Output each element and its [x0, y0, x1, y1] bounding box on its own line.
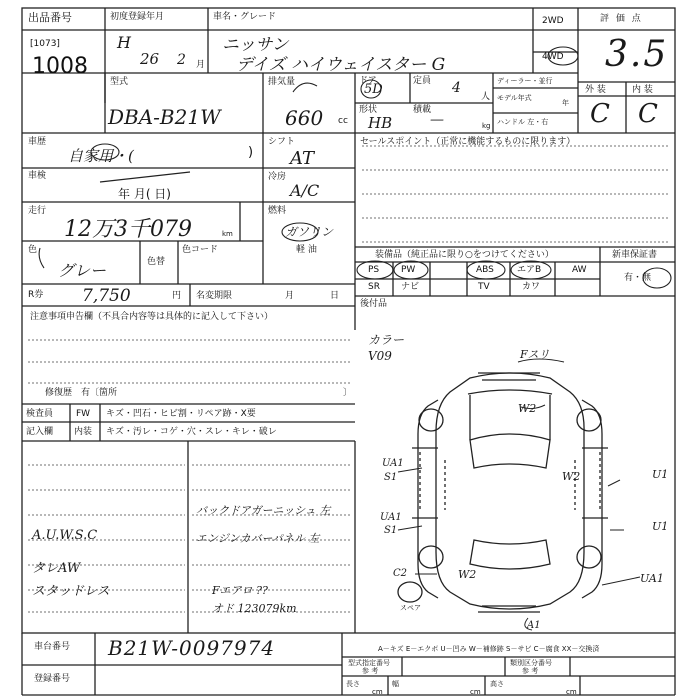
sales-point-label: セールスポイント（正常に機能するものに限ります） — [360, 137, 576, 147]
equip-airbag: エアB — [517, 265, 542, 275]
chassis-value: B21W-0097974 — [108, 636, 276, 660]
handle-label: ハンドル 左・右 — [497, 118, 549, 126]
repair-history: 修復歴 有〔箇所 — [45, 388, 118, 398]
note-line-2: タレAW — [32, 561, 81, 576]
r-ken-value: 7,750 — [82, 286, 131, 306]
capacity-value: 4 — [452, 80, 461, 96]
inspector-label-2: 記入欄 — [26, 427, 54, 437]
doors-value: 5D — [364, 82, 383, 97]
equipment-label: 装備品（純正品に限り○をつけてください） — [375, 250, 554, 260]
km-unit: km — [222, 230, 233, 238]
load-value: — — [430, 112, 444, 128]
interior-label: 内 装 — [632, 85, 653, 95]
fuel-label: 燃料 — [268, 206, 287, 216]
interior-row-label: 内装 — [74, 427, 93, 437]
r-ken-label: R券 — [28, 290, 44, 300]
damage-label-9: C2 — [393, 568, 408, 579]
equip-aw: AW — [572, 265, 587, 275]
class-designation-sub: 参 考 — [522, 667, 539, 675]
height-label: 高さ — [490, 680, 504, 688]
length-cm: cm — [372, 688, 383, 696]
spare-label: スペア — [400, 604, 421, 612]
height-cm: cm — [566, 688, 577, 696]
equip-ps: PS — [368, 265, 380, 275]
type-designation-label: 型式指定番号 — [348, 659, 390, 667]
interior-items: キズ・汚レ・コゲ・穴・スレ・キレ・破レ — [106, 427, 277, 437]
shaken-label: 車検 — [28, 171, 47, 181]
equip-abs: ABS — [476, 265, 494, 275]
exterior-grade: C — [590, 99, 610, 129]
capacity-label: 定員 — [413, 76, 432, 86]
dealer-label: ディーラー・並行 — [497, 77, 553, 85]
chassis-label: 車台番号 — [34, 642, 71, 652]
width-cm: cm — [470, 688, 481, 696]
damage-label-1: W2 — [518, 402, 537, 415]
doors-label: ドア — [359, 76, 377, 86]
roof-note: Fスリ — [520, 348, 550, 361]
month-unit: 月 — [196, 60, 206, 70]
note-right-1: バックドアガーニッシュ 左 — [196, 504, 331, 517]
class-designation-label: 類別区分番号 — [510, 659, 552, 667]
paint-label: 色替 — [147, 257, 166, 267]
equip-leather: カワ — [522, 282, 541, 292]
note-right-4: オド 123079km — [212, 602, 297, 615]
mileage-label: 走行 — [28, 206, 47, 216]
mileage-value: 12万3千079 — [64, 217, 192, 242]
history-label: 車歴 — [28, 137, 47, 147]
fw-items: キズ・凹石・ヒビ割・リペア跡・X要 — [106, 409, 256, 419]
model-value: DBA-B21W — [108, 105, 221, 129]
score-label: 評 価 点 — [600, 14, 643, 24]
first-reg-label: 初度登録年月 — [110, 12, 165, 22]
type-designation-sub: 参 考 — [362, 667, 379, 675]
interior-grade: C — [638, 99, 658, 129]
fw-label: FW — [76, 409, 91, 419]
color-value: グレー — [58, 261, 107, 280]
damage-label-5: U1 — [652, 468, 669, 481]
equip-sr: SR — [368, 282, 380, 292]
damage-label-11: UA1 — [640, 572, 664, 585]
capacity-unit: 人 — [481, 92, 491, 102]
era-value: H — [117, 33, 131, 52]
expiry-day-unit: 日 — [330, 291, 340, 301]
cc-unit: cc — [338, 116, 348, 126]
fuel-option-diesel: 軽 油 — [296, 245, 317, 255]
lot-label: 出品番号 — [28, 11, 72, 24]
month-value: 2 — [177, 52, 186, 68]
score-value: 3.5 — [605, 34, 669, 75]
aftermarket-label: 後付品 — [360, 299, 388, 309]
damage-label-10: W2 — [458, 568, 477, 581]
damage-label-12: A1 — [527, 620, 541, 631]
color-label: 色 — [28, 245, 38, 255]
car-diagram — [398, 373, 608, 612]
damage-label-8: U1 — [652, 520, 669, 533]
note-right-2: エンジンカバーパネル 左 — [196, 532, 320, 545]
guarantee-label: 新車保証書 — [612, 250, 658, 260]
note-line-1: A.U.W.S.C — [32, 528, 98, 543]
history-value: 自家用・( — [68, 147, 134, 165]
drive-2wd: 2WD — [542, 16, 564, 26]
expiry-month-unit: 月 — [285, 291, 295, 301]
note-right-3: Fエアロ ?? — [212, 584, 268, 597]
repair-close: 〕 — [343, 388, 353, 398]
registration-label: 登録番号 — [34, 674, 71, 684]
equip-navi: ナビ — [401, 282, 420, 292]
shift-label: シフト — [268, 137, 296, 147]
model-year-label: モデル年式 — [497, 94, 532, 102]
history-close: ) — [248, 145, 254, 160]
load-label: 積載 — [413, 105, 432, 115]
note-line-3: スタッドレス — [32, 584, 110, 599]
maker-value: ニッサン — [222, 35, 289, 55]
guarantee-value: 有・無 — [624, 273, 652, 283]
name-label: 車名・グレード — [213, 12, 277, 22]
damage-label-6: UA1 — [380, 512, 402, 523]
shape-label: 形状 — [359, 105, 378, 115]
displacement-label: 排気量 — [268, 77, 296, 87]
damage-label-7: S1 — [384, 525, 398, 536]
damage-label-4: W2 — [562, 470, 581, 483]
ac-label: 冷房 — [268, 172, 287, 182]
year-value: 26 — [140, 50, 160, 68]
yen-unit: 円 — [172, 291, 182, 301]
grade-value: デイズ ハイウェイスター G — [236, 55, 446, 75]
damage-label-3: S1 — [384, 472, 398, 483]
equip-tv: TV — [478, 282, 490, 292]
length-label: 長さ — [346, 680, 360, 688]
spare-tire — [398, 582, 422, 602]
color-code-label: 色コード — [182, 245, 219, 255]
damage-legend: A－キズ E－エクボ U－凹み W－補修跡 S－サビ C－腐食 XX－交換済 — [378, 645, 600, 653]
lot-bracket: [1073] — [30, 39, 60, 49]
expiry-label: 名変期限 — [196, 291, 233, 301]
shaken-value: 年 月( 日) — [118, 187, 171, 201]
displacement-value: 660 — [285, 106, 324, 130]
year-unit: 年 — [562, 99, 569, 107]
exterior-label: 外 装 — [585, 85, 606, 95]
color-note: カラー V09 — [368, 333, 405, 363]
lot-number: 1008 — [32, 54, 88, 79]
fuel-option-gasoline: ガソリン — [285, 225, 334, 239]
drive-4wd: 4WD — [542, 52, 564, 62]
model-label: 型式 — [110, 77, 129, 87]
shape-value: HB — [368, 114, 393, 132]
kg-unit: kg — [482, 122, 491, 130]
equip-pw: PW — [401, 265, 416, 275]
damage-label-2: UA1 — [382, 458, 404, 469]
ac-value: A/C — [290, 181, 320, 200]
shift-value: AT — [290, 148, 315, 169]
notes-header: 注意事項申告欄（不具合内容等は具体的に記入して下さい） — [30, 312, 274, 322]
width-label: 幅 — [392, 680, 399, 688]
inspector-label-1: 検査員 — [26, 409, 54, 419]
